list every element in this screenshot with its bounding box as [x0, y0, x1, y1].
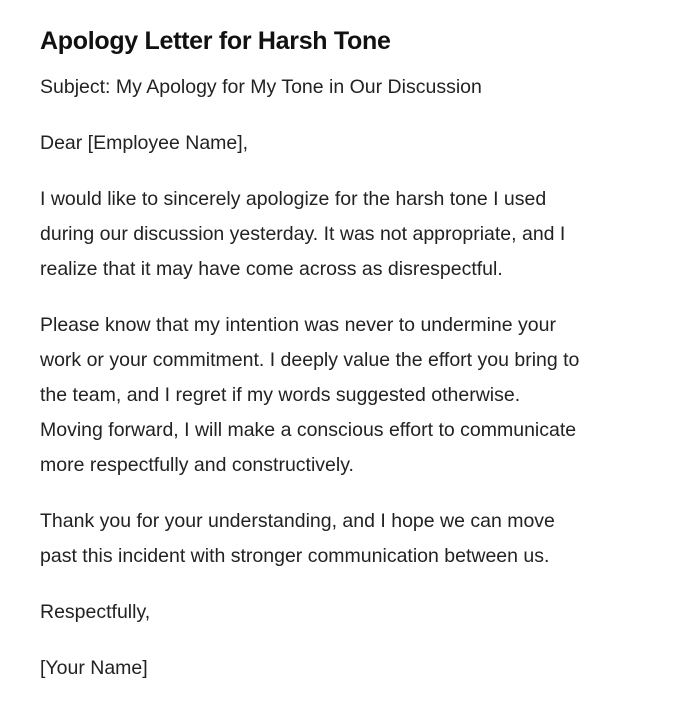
text-line: more respectfully and constructively.: [40, 454, 354, 476]
text-line: Please know that my intention was never to undermine your: [40, 314, 556, 336]
text-line: realize that it may have come across as disrespectful.: [40, 258, 503, 280]
text-line: work or your commitment. I deeply value the effort you bring to: [40, 349, 580, 371]
text-line: the team, and I regret if my words suggested otherwise.: [40, 384, 521, 406]
letter: [40, 24, 670, 686]
salutation: Dear [Employee Name],: [40, 132, 249, 154]
signature: [Your Name]: [40, 657, 148, 679]
paragraph-3: [40, 504, 670, 574]
letter-title: Apology Letter for Harsh Tone: [40, 27, 391, 55]
text-line: past this incident with stronger communication between us.: [40, 545, 550, 567]
text-line: Moving forward, I will make a conscious effort to communicate: [40, 419, 577, 441]
paragraph-1: [40, 182, 670, 287]
text-line: Thank you for your understanding, and I hope we can move: [40, 510, 555, 532]
closing: Respectfully,: [40, 601, 151, 623]
text-line: I would like to sincerely apologize for the harsh tone I used: [40, 188, 547, 210]
text-line: during our discussion yesterday. It was not appropriate, and I: [40, 223, 566, 245]
subject-line: Subject: My Apology for My Tone in Our Discussion: [40, 76, 482, 98]
paragraph-2: [40, 308, 670, 483]
